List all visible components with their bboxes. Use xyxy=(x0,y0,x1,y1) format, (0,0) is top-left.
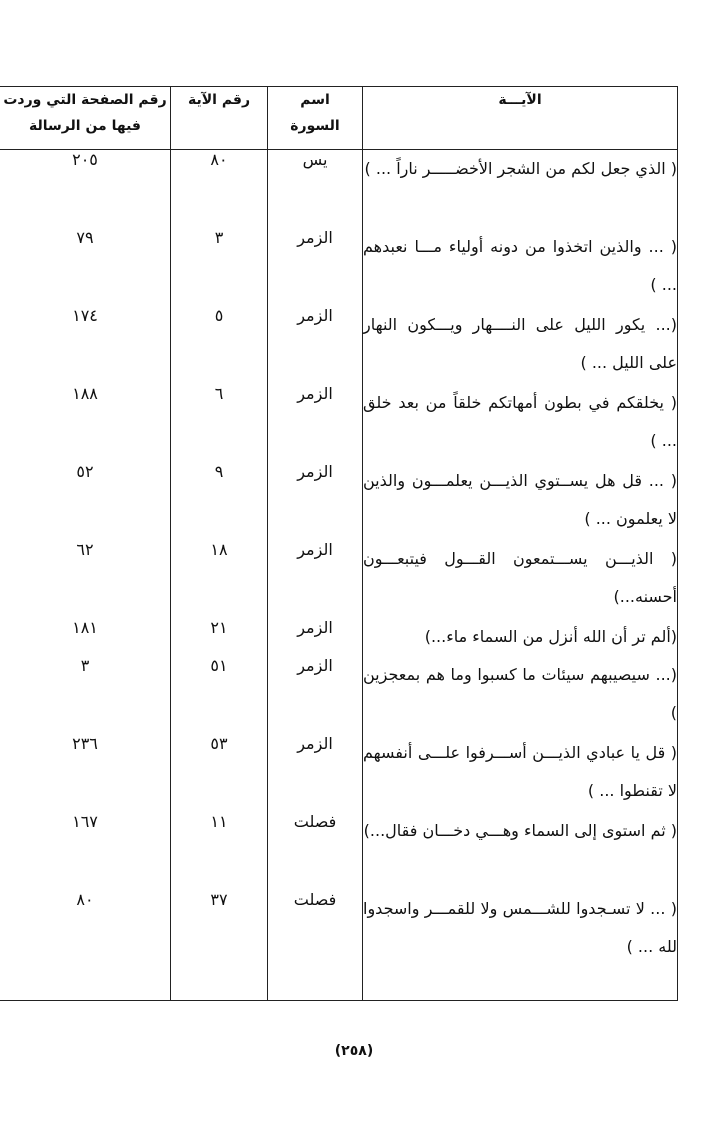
page-reference: ١٦٧ xyxy=(0,812,171,890)
verse-text: ( الذي جعل لكم من الشجر الأخضـــــر ناراً ... ) xyxy=(363,150,678,229)
surah-name: الزمر xyxy=(268,734,363,812)
surah-name: فصلت xyxy=(268,812,363,890)
ayah-number: ٦ xyxy=(171,384,268,462)
page-reference: ٨٠ xyxy=(0,890,171,1001)
surah-name: الزمر xyxy=(268,306,363,384)
header-verse: الآيـــة xyxy=(363,87,678,150)
table-row xyxy=(0,734,678,812)
verses-index-table xyxy=(0,86,678,1001)
page-reference: ١٧٤ xyxy=(0,306,171,384)
table-row xyxy=(0,228,678,306)
surah-name: الزمر xyxy=(268,656,363,734)
page-reference: ٥٢ xyxy=(0,462,171,540)
page-reference: ٧٩ xyxy=(0,228,171,306)
surah-name: الزمر xyxy=(268,462,363,540)
verse-text: (... سيصيبهم سيئات ما كسبوا وما هم بمعجزين ) xyxy=(363,656,678,734)
table-row xyxy=(0,306,678,384)
ayah-number: ٥١ xyxy=(171,656,268,734)
verse-text: ( ... والذين اتخذوا من دونه أولياء مـــا نعبدهم ... ) xyxy=(363,228,678,306)
surah-name: الزمر xyxy=(268,384,363,462)
table-row xyxy=(0,540,678,618)
table-row xyxy=(0,384,678,462)
page-reference: ٢٣٦ xyxy=(0,734,171,812)
table-row xyxy=(0,150,678,229)
page-number: (٢٥٨) xyxy=(334,1043,374,1059)
surah-name: فصلت xyxy=(268,890,363,1001)
table-row xyxy=(0,462,678,540)
ayah-number: ٣ xyxy=(171,228,268,306)
ayah-number: ٥ xyxy=(171,306,268,384)
table-bottom-border xyxy=(0,1001,678,1002)
ayah-number: ١٨ xyxy=(171,540,268,618)
page-reference: ١٨١ xyxy=(0,618,171,656)
surah-name: الزمر xyxy=(268,618,363,656)
table-row xyxy=(0,618,678,656)
table-row xyxy=(0,656,678,734)
verse-text: ( ثم استوى إلى السماء وهـــي دخـــان فقال...) xyxy=(363,812,678,890)
verse-text: ( ... لا تسـجدوا للشـــمس ولا للقمـــر واسجدوا لله ... ) xyxy=(363,890,678,1001)
verse-text: (... يكور الليل على النــــهار ويـــكون النهار على الليل ... ) xyxy=(363,306,678,384)
ayah-number: ٥٣ xyxy=(171,734,268,812)
page-reference: ٦٢ xyxy=(0,540,171,618)
ayah-number: ٣٧ xyxy=(171,890,268,1001)
header-page-reference: رقم الصفحة التي وردت فيها من الرسالة xyxy=(0,87,171,150)
verse-text: ( قل يا عبادي الذيـــن أســـرفوا علـــى أنفسهم لا تقنطوا ... ) xyxy=(363,734,678,812)
verse-text: (ألم تر أن الله أنزل من السماء ماء...) xyxy=(363,618,678,656)
page-reference: ٢٠٥ xyxy=(0,150,171,229)
table-row xyxy=(0,890,678,1001)
page-reference: ٣ xyxy=(0,656,171,734)
table-header-row xyxy=(0,87,678,150)
verse-text: ( يخلقكم في بطون أمهاتكم خلقاً من بعد خلق ... ) xyxy=(363,384,678,462)
header-surah-name: اسم السورة xyxy=(268,87,363,150)
ayah-number: ٩ xyxy=(171,462,268,540)
table-row xyxy=(0,812,678,890)
ayah-number: ٨٠ xyxy=(171,150,268,229)
surah-name: الزمر xyxy=(268,228,363,306)
ayah-number: ١١ xyxy=(171,812,268,890)
verse-text: ( الذيـــن يســـتمعون القـــول فيتبعـــون أحسنه...) xyxy=(363,540,678,618)
surah-name: يس xyxy=(268,150,363,229)
surah-name: الزمر xyxy=(268,540,363,618)
verse-text: ( ... قل هل يســتوي الذيـــن يعلمـــون والذين لا يعلمون ... ) xyxy=(363,462,678,540)
header-ayah-number: رقم الآية xyxy=(171,87,268,150)
ayah-number: ٢١ xyxy=(171,618,268,656)
page-reference: ١٨٨ xyxy=(0,384,171,462)
